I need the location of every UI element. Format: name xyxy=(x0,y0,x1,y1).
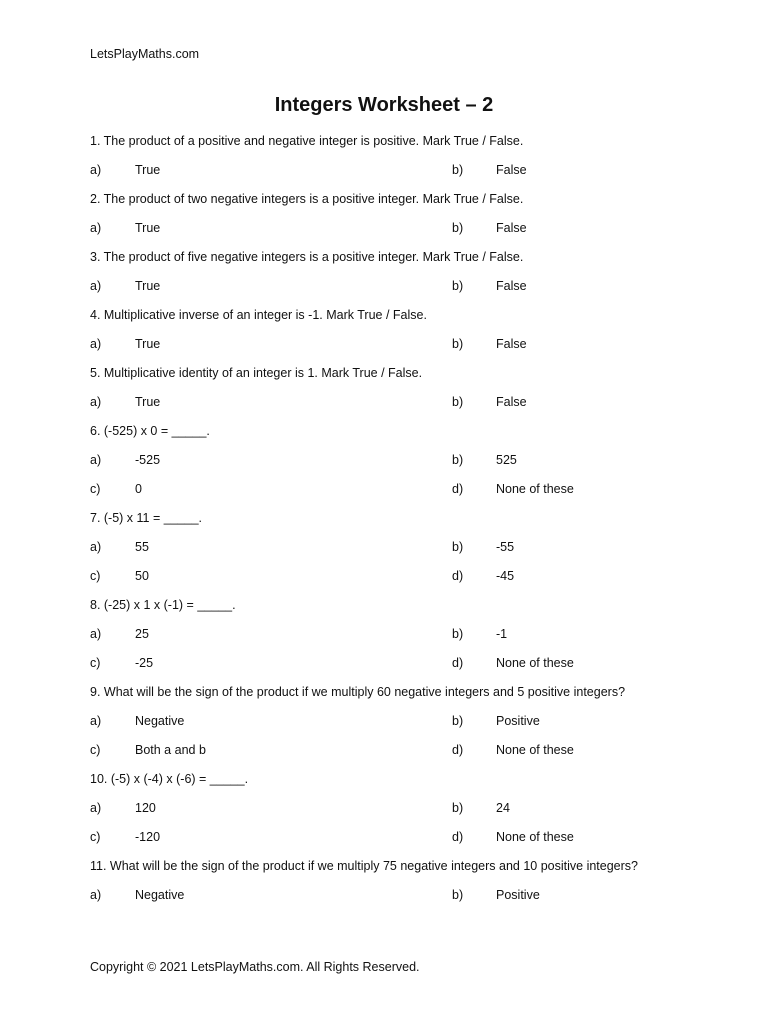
question-10-text: 10. (-5) x (-4) x (-6) = _____. xyxy=(90,772,249,786)
option-letter: a) xyxy=(90,279,102,293)
option-text: None of these xyxy=(496,656,574,670)
option-letter: a) xyxy=(90,395,102,409)
question-1-text: 1. The product of a positive and negative integer is positive. Mark True / False. xyxy=(90,134,524,148)
option-text: True xyxy=(135,395,161,409)
option-letter: d) xyxy=(452,482,464,496)
option-letter: a) xyxy=(90,337,102,351)
copyright-footer: Copyright © 2021 LetsPlayMaths.com. All Rights Reserved. xyxy=(90,960,420,974)
option-text: False xyxy=(496,221,527,235)
option-text: None of these xyxy=(496,830,574,844)
option-letter: a) xyxy=(90,540,102,554)
option-letter: b) xyxy=(452,453,464,467)
question-2-text: 2. The product of two negative integers is a positive integer. Mark True / False. xyxy=(90,192,524,206)
option-text: -25 xyxy=(135,656,154,670)
option-text: None of these xyxy=(496,482,574,496)
option-letter: b) xyxy=(452,163,464,177)
option-letter: a) xyxy=(90,453,102,467)
question-6-text: 6. (-525) x 0 = _____. xyxy=(90,424,210,438)
option-letter: a) xyxy=(90,801,102,815)
question-3-text: 3. The product of five negative integers is a positive integer. Mark True / False. xyxy=(90,250,524,264)
option-text: 0 xyxy=(135,482,142,496)
option-letter: c) xyxy=(90,656,101,670)
option-letter: a) xyxy=(90,627,102,641)
option-letter: d) xyxy=(452,743,464,757)
question-5-text: 5. Multiplicative identity of an integer is 1. Mark True / False. xyxy=(90,366,423,380)
option-letter: c) xyxy=(90,830,101,844)
option-letter: c) xyxy=(90,743,101,757)
page-title: Integers Worksheet – 2 xyxy=(274,94,494,116)
option-text: -1 xyxy=(496,627,508,641)
question-4-text: 4. Multiplicative inverse of an integer is -1. Mark True / False. xyxy=(90,308,427,322)
option-text: True xyxy=(135,163,161,177)
option-text: 24 xyxy=(496,801,510,815)
option-text: 50 xyxy=(135,569,149,583)
question-9-text: 9. What will be the sign of the product if we multiply 60 negative integers and 5 positive integers? xyxy=(90,685,626,699)
option-text: -55 xyxy=(496,540,515,554)
option-letter: b) xyxy=(452,337,464,351)
option-letter: d) xyxy=(452,569,464,583)
option-letter: b) xyxy=(452,540,464,554)
option-text: 55 xyxy=(135,540,149,554)
option-letter: b) xyxy=(452,395,464,409)
option-text: -120 xyxy=(135,830,161,844)
option-letter: b) xyxy=(452,221,464,235)
option-text: Positive xyxy=(496,888,540,902)
option-text: Negative xyxy=(135,714,185,728)
option-letter: b) xyxy=(452,888,464,902)
option-letter: b) xyxy=(452,627,464,641)
option-text: Negative xyxy=(135,888,185,902)
option-letter: d) xyxy=(452,656,464,670)
option-text: Both a and b xyxy=(135,743,206,757)
option-letter: a) xyxy=(90,888,102,902)
option-text: 120 xyxy=(135,801,156,815)
option-letter: d) xyxy=(452,830,464,844)
option-letter: b) xyxy=(452,714,464,728)
option-text: True xyxy=(135,279,161,293)
option-text: 525 xyxy=(496,453,517,467)
option-text: Positive xyxy=(496,714,540,728)
option-text: True xyxy=(135,221,161,235)
question-8-text: 8. (-25) x 1 x (-1) = _____. xyxy=(90,598,236,612)
option-text: False xyxy=(496,279,527,293)
option-letter: b) xyxy=(452,801,464,815)
option-letter: a) xyxy=(90,714,102,728)
question-7-text: 7. (-5) x 11 = _____. xyxy=(90,511,202,525)
option-text: False xyxy=(496,163,527,177)
option-text: False xyxy=(496,395,527,409)
option-letter: c) xyxy=(90,482,101,496)
site-name: LetsPlayMaths.com xyxy=(90,47,200,61)
question-11-text: 11. What will be the sign of the product if we multiply 75 negative integers and 10 positive integers? xyxy=(90,859,638,873)
option-text: True xyxy=(135,337,161,351)
option-text: False xyxy=(496,337,527,351)
option-letter: c) xyxy=(90,569,101,583)
option-text: None of these xyxy=(496,743,574,757)
option-text: -45 xyxy=(496,569,515,583)
option-letter: b) xyxy=(452,279,464,293)
option-text: 25 xyxy=(135,627,149,641)
option-text: -525 xyxy=(135,453,161,467)
option-letter: a) xyxy=(90,163,102,177)
option-letter: a) xyxy=(90,221,102,235)
